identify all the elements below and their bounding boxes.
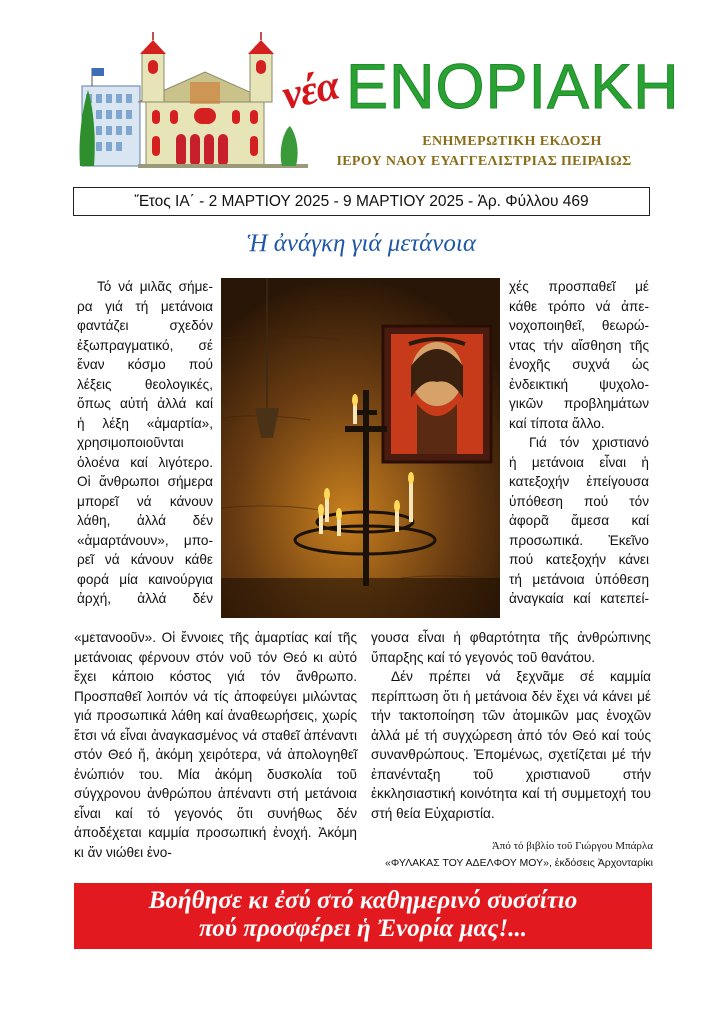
left-column [77, 277, 213, 609]
right-column [509, 277, 649, 609]
left-column-line: ὅπως αὐτή ἀλλά καί [77, 396, 213, 411]
right-column-line: νοχοποιηθεῖ, θεωρώ- [509, 318, 649, 333]
masthead-subtitle-2: ΙΕΡΟΥ ΝΑΟΥ ΕΥΑΓΓΕΛΙΣΤΡΙΑΣ ΠΕΙΡΑΙΩΣ [336, 154, 632, 169]
left-column-line: ἀρχή, ἀλλά δέν [77, 591, 213, 606]
banner-line-1: Βοήθησε κι ἐσύ στό καθημερινό συσσίτιο [148, 887, 578, 914]
right-column-line: κατεξοχήν ἐπείγουσα [509, 474, 649, 489]
left-column-line: λάθη, ἀλλά δέν [77, 513, 213, 528]
right-column-line: τή μετάνοια ὑπόθεση [509, 571, 649, 587]
soup-kitchen-banner [74, 883, 652, 949]
right-column-paragraph-2 [509, 433, 649, 609]
left-column-line: φαντάζει σχεδόν [77, 318, 213, 333]
left-column-line: «ἁμαρτάνουν», μπο- [77, 532, 213, 548]
left-column-line: Τό νά μιλᾶς σήμε- [97, 279, 213, 294]
right-column-line: πού κατεξοχήν κάνει [509, 552, 649, 567]
right-column-line: Γιά τόν χριστιανό [529, 435, 649, 450]
church-logo-illustration [78, 30, 308, 170]
left-column-line: λέξεις θεολογικές, [77, 376, 213, 392]
right-column-line: ὑπόθεση πού τόν [509, 493, 649, 509]
left-column-line: ρα γιά τή μετάνοια [77, 298, 213, 314]
bottom-left-paragraph: «μετανοοῦν». Οἱ ἔννοιες τῆς ἁμαρτίας καί τῆς μετάνοιας φέρνουν στόν νοῦ τόν Θεό κι αὐτό ἔχει κάποιο κόστος γιά τόν ἄνθρωπο. Προσπαθεῖ λοιπόν νά τίς ἀποφεύγει μιλώντας γιά προσωπικά λάθη καί ἀναθεωρήσεις, χωρίς ἔτσι νά εἶναι ἀναγκασμένος νά σταθεῖ ἀπέναντι στόν Θεό ἤ, ἀκόμη χειρότερα, νά ἀπολογηθεῖ ἐνώπιόν του. Μία ἀκόμη δυσκολία τοῦ σύγχρονου ἀνθρώπου ἀπέναντι στή μετάνοια εἶναι καί τό γεγονός ὅτι συνήθως δέν ἀποδέχεται καμμία προσωπική ἐνοχή. Ἀκόμη κι ἄν νιώθει ἐνο- [74, 630, 357, 860]
source-credit-book: «ΦΥΛΑΚΑΣ ΤΟΥ ΑΔΕΛΦΟΥ ΜΟΥ», ἐκδόσεις Ἀρχονταρίκι [385, 857, 653, 869]
right-column-line: κάθε τρόπο νά ἀπε- [509, 298, 649, 314]
left-column-line: φορά μία καινούργια [77, 571, 213, 587]
right-column-line: ἐνοχῆς συχνά ὡς [509, 357, 649, 372]
icon-candles-photo [221, 278, 500, 618]
banner-line-2: πού προσφέρει ἡ Ἐνορία μας!... [199, 915, 527, 942]
right-column-line: προσωπικά. Ἐκεῖνο [509, 532, 649, 548]
article-heading: Ἡ ἀνάγκη γιά μετάνοια [247, 230, 476, 257]
left-column-line: μπορεῖ νά κάνουν [77, 493, 213, 509]
left-column-line: Οἱ ἄνθρωποι σήμερα [77, 474, 213, 489]
bottom-right-column [371, 628, 651, 823]
bottom-right-paragraph-1: γουσα εἶναι ἡ φθαρτότητα τῆς ἀνθρώπινης ὕπαρξης καί τό γεγονός τοῦ θανάτου. [371, 630, 651, 665]
right-column-line: ἀφορᾶ ἄμεσα καί [509, 513, 649, 528]
right-column-line: ἡ μετάνοια εἶναι ἡ [509, 454, 649, 470]
bottom-right-paragraph-2: Δέν πρέπει νά ξεχνᾶμε σέ καμμία περίπτωση ὅτι ἡ μετάνοια δέν ἔχει νά κάνει μέ τήν τακτοποίηση τῶν ἀτομικῶν μας ἐνοχῶν ἀλλά μέ τή συγχώρεση ἀπό τόν Θεό καί τούς συνανθρώπους. Ἐπομένως, σχετίζεται μέ τήν ἐπανένταξη τοῦ χριστιανοῦ στήν ἐκκλησιαστική κοινότητα καί τή συμμετοχή του στή θεία Εὐχαριστία. [371, 669, 651, 821]
right-column-line: ἀναγκαία καί κατεπεί- [509, 591, 649, 606]
left-column-line: ἡ λέξη «ἁμαρτία», [77, 415, 213, 431]
source-credit-author: Ἀπό τό βιβλίο τοῦ Γιώργου Μπάρλα [491, 840, 653, 852]
right-column-paragraph-1 [509, 277, 649, 433]
left-column-line: ἐξωπραγματικό, σέ [77, 337, 213, 353]
left-column-line: ὁλοένα καί λιγότερο. [77, 454, 213, 470]
right-column-line: καί τίποτα ἄλλο. [509, 415, 605, 431]
right-column-line: ντας τήν αἴσθηση τῆς [509, 337, 649, 353]
right-column-line: χές προσπαθεῖ μέ [509, 279, 649, 294]
left-column-line: ἕναν κόσμο πού [77, 357, 213, 372]
masthead-subtitle-1: ΕΝΗΜΕΡΩΤΙΚΗ ΕΚΔΟΣΗ [422, 134, 602, 149]
left-column-line: χρησιμοποιοῦνται [77, 435, 184, 450]
masthead-nea: νέα [278, 62, 343, 120]
right-column-line: γικῶν προβλημάτων [509, 396, 649, 411]
left-column-line: ρεῖ νά κάνουν κάθε [77, 552, 213, 567]
right-column-line: ἐνδεικτική ψυχολο- [509, 376, 649, 392]
issue-info-bar: Ἔτος ΙΑ΄ - 2 ΜΑΡΤΙΟΥ 2025 - 9 ΜΑΡΤΙΟΥ 2025 - Ἀρ. Φύλλου 469 [73, 187, 650, 216]
masthead-title: ΕΝΟΡΙΑΚΗ [346, 52, 680, 122]
